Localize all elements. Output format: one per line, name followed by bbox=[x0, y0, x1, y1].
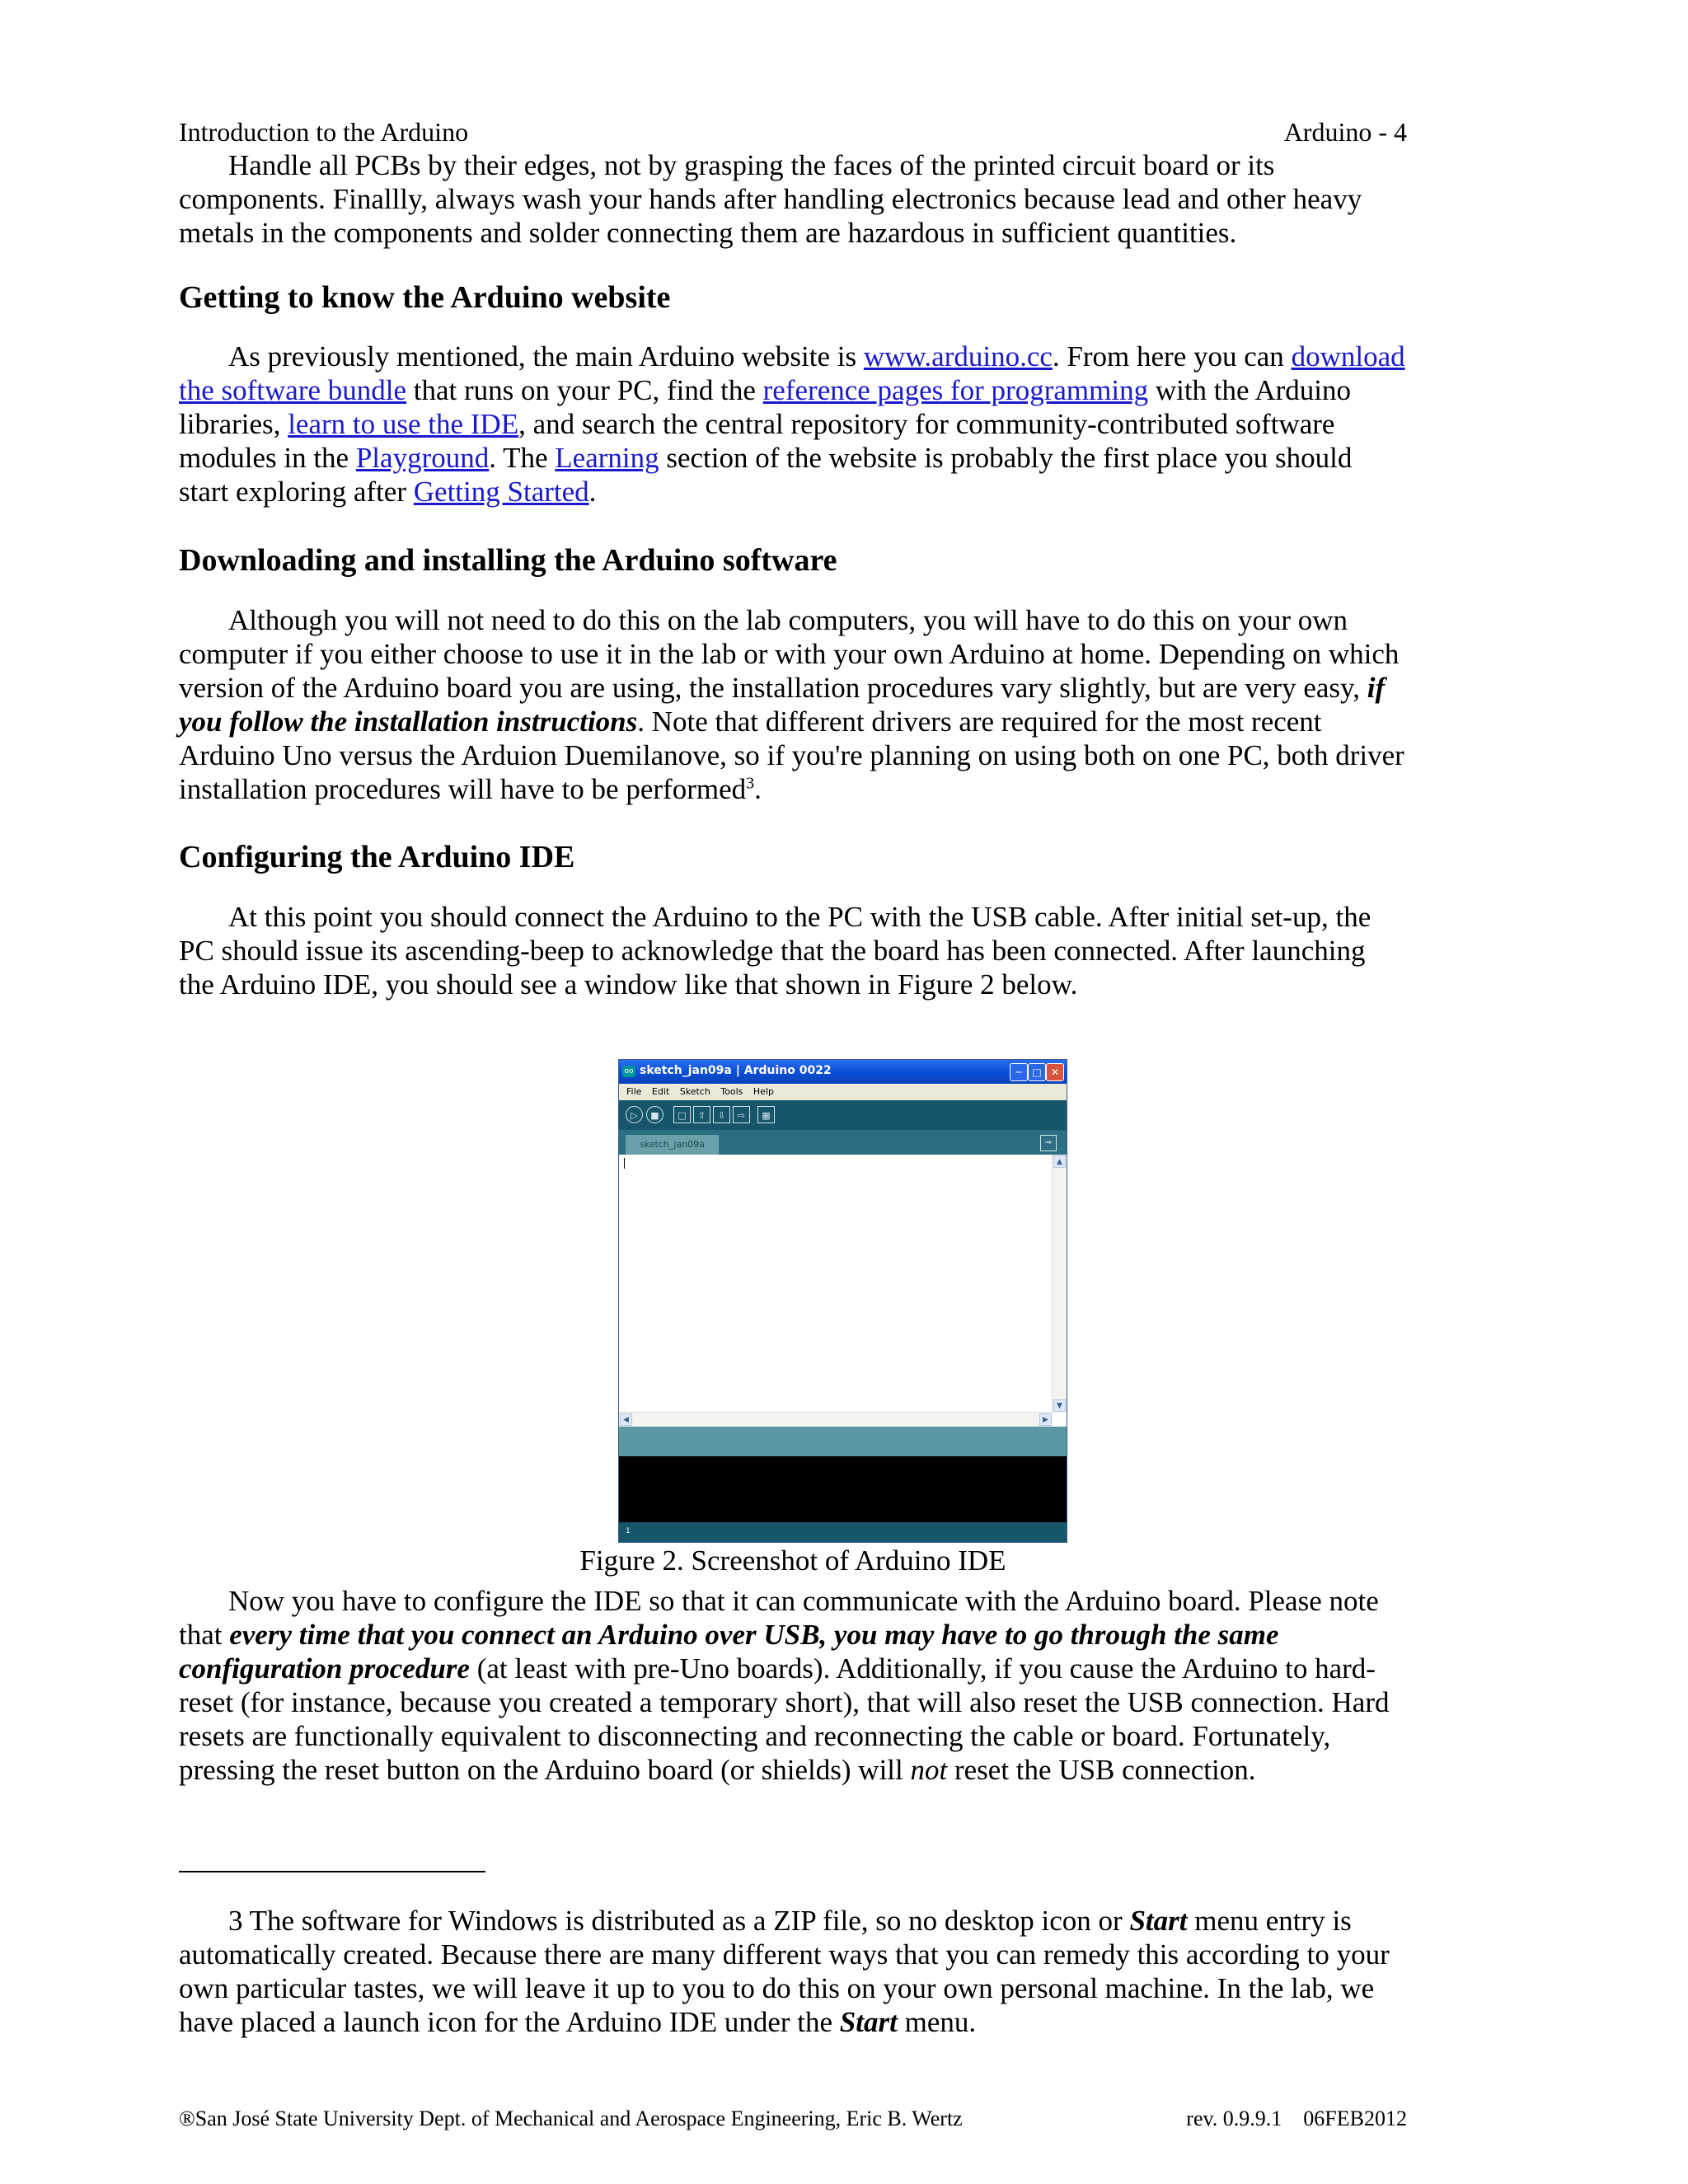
text: . Note that different drivers are required for the most recent Arduino Uno versus the Arduion Duemilanove, so if you're planning on using both on one PC, both driver installation procedures will have to be performed bbox=[179, 705, 1404, 805]
paragraph-handling-pcbs: Handle all PCBs by their edges, not by grasping the faces of the printed circuit board or its components. Finallly, always wash your hands after handling electronics because lead and other heavy metals in the components and solder connecting them are hazardous in sufficient quantities. bbox=[179, 149, 1362, 249]
footnote-reference: 3 bbox=[746, 774, 755, 793]
ide-line-bar bbox=[619, 1522, 1067, 1542]
open-icon[interactable]: ⇧ bbox=[693, 1106, 710, 1123]
menu-sketch[interactable]: Sketch bbox=[679, 1086, 710, 1097]
scroll-right-icon[interactable]: ▶ bbox=[1039, 1413, 1052, 1426]
vertical-scrollbar[interactable] bbox=[1052, 1155, 1067, 1413]
text: that runs on your PC, find the bbox=[406, 374, 763, 406]
scroll-up-icon[interactable]: ▲ bbox=[1053, 1155, 1066, 1168]
arduino-logo-icon: oo bbox=[622, 1066, 635, 1077]
emphasis-start: Start bbox=[839, 2006, 898, 2038]
footer-revision: rev. 0.9.9.1 06FEB2012 bbox=[1186, 2107, 1407, 2130]
serial-monitor-icon[interactable]: ▦ bbox=[757, 1106, 775, 1123]
verify-icon[interactable]: ▷ bbox=[626, 1106, 643, 1123]
menu-help[interactable]: Help bbox=[753, 1086, 774, 1097]
ide-tab-strip bbox=[619, 1130, 1067, 1155]
ide-toolbar bbox=[619, 1100, 1067, 1130]
text: with the Arduino libraries, bbox=[179, 374, 1352, 440]
link-reference-pages[interactable]: reference pages for programming bbox=[762, 374, 1149, 406]
text: . bbox=[754, 773, 762, 805]
heading-downloading-installing: Downloading and installing the Arduino software bbox=[179, 543, 837, 578]
text: (at least with pre-Uno boards). Additionally, if you cause the Arduino to hard-reset (for instance, because you created a temporary short), that will also reset the USB connection. Hard resets are functionally equivalent to disconnecting and reconnecting the cable or board. Fortunately, pressing the reset button on the Arduino board (or shields) will bbox=[179, 1652, 1390, 1786]
footer-copyright: ®San José State University Dept. of Mechanical and Aerospace Engineering, Eric B. Wertz bbox=[179, 2107, 963, 2130]
menu-edit[interactable]: Edit bbox=[651, 1086, 670, 1097]
minimize-icon[interactable]: ─ bbox=[1010, 1063, 1028, 1081]
menu-file[interactable]: File bbox=[626, 1086, 642, 1097]
emphasis-configuration-procedure: every time that you connect an Arduino over USB, you may have to go through the same configuration procedure bbox=[179, 1619, 1279, 1685]
heading-arduino-website: Getting to know the Arduino website bbox=[179, 280, 671, 315]
text: , and search the central repository for community-contributed software modules in the bbox=[179, 408, 1335, 474]
text: 3 The software for Windows is distributed as a ZIP file, so no desktop icon or bbox=[228, 1905, 1130, 1937]
code-editor[interactable] bbox=[619, 1155, 1067, 1427]
link-playground[interactable]: Playground bbox=[355, 442, 490, 474]
text: . The bbox=[489, 442, 556, 474]
line-number: 1 bbox=[626, 1527, 631, 1535]
scroll-down-icon[interactable]: ▼ bbox=[1053, 1399, 1066, 1412]
paragraph-arduino-website bbox=[179, 340, 1407, 509]
footnote-3 bbox=[179, 1904, 1407, 2039]
text: menu entry is automatically created. Because there are many different ways that you can remedy this according to your own particular tastes, we will leave it up to you to do this on your own personal machine. In the lab, we have placed a launch icon for the Arduino IDE under the bbox=[179, 1905, 1390, 2038]
arduino-ide-screenshot bbox=[618, 1059, 1067, 1543]
link-arduino-cc[interactable]: www.arduino.cc bbox=[863, 340, 1053, 373]
tab-sketch[interactable]: sketch_jan09a bbox=[626, 1135, 719, 1155]
link-getting-started[interactable]: Getting Started bbox=[413, 476, 589, 508]
text-caret bbox=[624, 1158, 625, 1169]
horizontal-scrollbar[interactable] bbox=[619, 1412, 1053, 1427]
scroll-left-icon[interactable]: ◀ bbox=[620, 1413, 632, 1426]
upload-icon[interactable]: ⇨ bbox=[733, 1106, 750, 1123]
text: As previously mentioned, the main Arduino website is bbox=[228, 340, 864, 373]
stop-icon[interactable]: ■ bbox=[646, 1106, 663, 1123]
ide-title-bar bbox=[619, 1060, 1067, 1084]
save-icon[interactable]: ⇩ bbox=[713, 1106, 730, 1123]
ide-status-bar bbox=[619, 1427, 1067, 1456]
paragraph-configuring-ide: At this point you should connect the Arduino to the PC with the USB cable. After initial set-up, the PC should issue its ascending-beep to acknowledge that the board has been connected. After launching the Arduino IDE, you should see a window like that shown in Figure 2 below. bbox=[179, 901, 1372, 1001]
header-page-number: Arduino - 4 bbox=[1283, 117, 1407, 147]
text: reset the USB connection. bbox=[947, 1754, 1256, 1786]
header-title: Introduction to the Arduino bbox=[179, 117, 469, 147]
text: Now you have to configure the IDE so that it can communicate with the Arduino board. Please note that bbox=[179, 1585, 1379, 1651]
figure-caption: Figure 2. Screenshot of Arduino IDE bbox=[579, 1544, 1006, 1577]
ide-window-title: sketch_jan09a | Arduino 0022 bbox=[640, 1064, 832, 1077]
emphasis-not: not bbox=[910, 1754, 948, 1786]
text: Although you will not need to do this on the lab computers, you will have to do this on your own computer if you either choose to use it in the lab or with your own Arduino at home. Depending on which version of the Arduino board you are using, the installation procedures vary slightly, but are very easy, bbox=[179, 604, 1400, 704]
text: section of the website is probably the first place you should start exploring after bbox=[179, 442, 1353, 508]
link-learning[interactable]: Learning bbox=[555, 442, 659, 474]
new-icon[interactable]: □ bbox=[673, 1106, 691, 1123]
paragraph-downloading-installing bbox=[179, 603, 1407, 806]
tab-menu-icon[interactable]: ⇒ bbox=[1040, 1135, 1057, 1151]
text: menu. bbox=[897, 2006, 977, 2038]
footnote-separator bbox=[179, 1871, 485, 1872]
link-learn-ide[interactable]: learn to use the IDE bbox=[288, 408, 519, 440]
close-icon[interactable]: ✕ bbox=[1046, 1063, 1064, 1081]
heading-configuring-ide: Configuring the Arduino IDE bbox=[179, 840, 575, 874]
ide-menu-bar bbox=[619, 1084, 1067, 1100]
menu-tools[interactable]: Tools bbox=[720, 1086, 743, 1097]
ide-console bbox=[619, 1456, 1067, 1522]
paragraph-configure-communication bbox=[179, 1584, 1407, 1787]
link-download-software[interactable]: download the software bundle bbox=[179, 340, 1405, 406]
maximize-icon[interactable]: □ bbox=[1028, 1063, 1046, 1081]
text: . From here you can bbox=[1052, 340, 1292, 373]
text: . bbox=[588, 476, 597, 508]
emphasis-start: Start bbox=[1129, 1905, 1188, 1937]
emphasis-installation-instructions: if you follow the installation instructions bbox=[179, 672, 1386, 738]
